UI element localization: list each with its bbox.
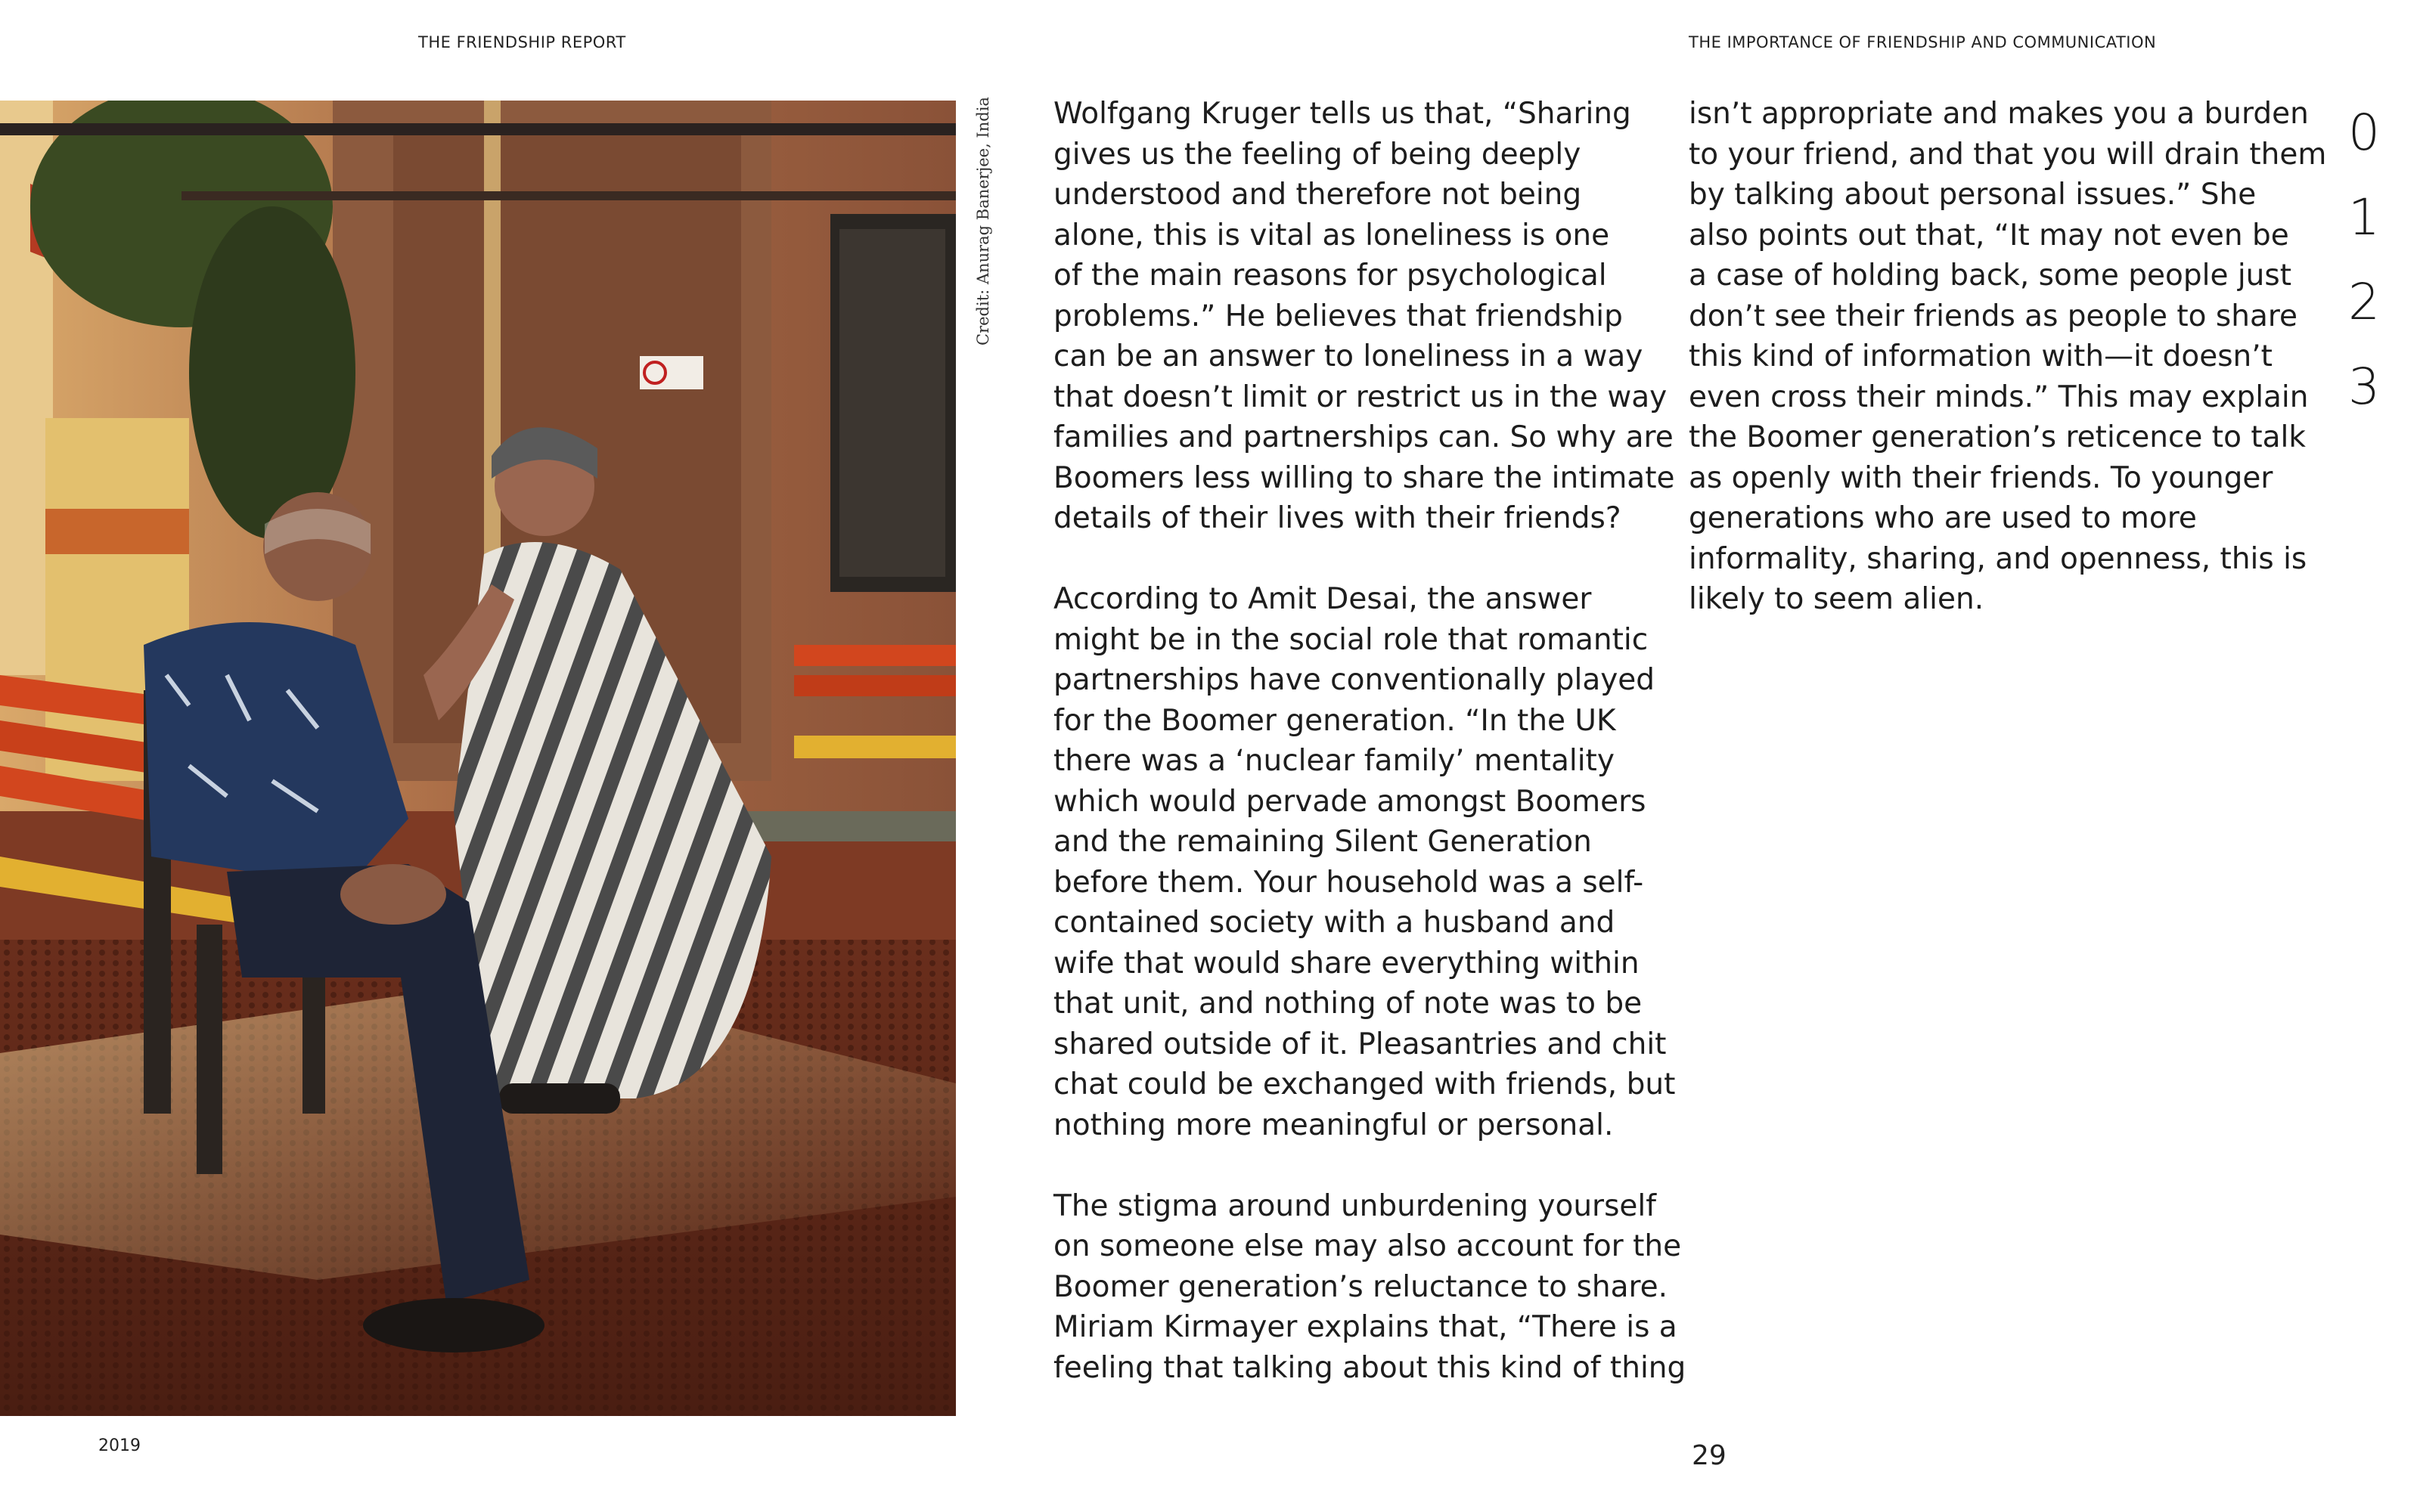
text-line: gives us the feeling of being deeply bbox=[1053, 137, 1581, 172]
text-line: shared outside of it. Pleasantries and chit bbox=[1053, 1027, 1667, 1061]
text-column-2 bbox=[1689, 94, 2327, 660]
side-index-digit: 0 bbox=[2348, 104, 2380, 162]
photo-two-people-on-bench bbox=[0, 101, 956, 1416]
text-line: The stigma around unburdening yourself bbox=[1053, 1188, 1656, 1223]
text-line: generations who are used to more bbox=[1689, 501, 2197, 535]
text-line: According to Amit Desai, the answer bbox=[1053, 582, 1592, 616]
text-line: that unit, and nothing of note was to be bbox=[1053, 987, 1643, 1021]
side-index-numbers bbox=[2341, 91, 2387, 429]
body-paragraph bbox=[1053, 94, 1674, 539]
body-paragraph bbox=[1053, 579, 1674, 1145]
text-line: chat could be exchanged with friends, but bbox=[1053, 1067, 1676, 1101]
text-column-1 bbox=[1053, 94, 1686, 1429]
text-line: Wolfgang Kruger tells us that, “Sharing bbox=[1053, 97, 1631, 131]
page-number: 29 bbox=[1692, 1440, 1727, 1471]
text-line: understood and therefore not being bbox=[1053, 178, 1582, 212]
text-line: and the remaining Silent Generation bbox=[1053, 825, 1592, 859]
footer-year: 2019 bbox=[98, 1436, 141, 1455]
text-line: informality, sharing, and openness, this is bbox=[1689, 541, 2307, 576]
text-line: can be an answer to loneliness in a way bbox=[1053, 339, 1643, 373]
photo-illustration bbox=[0, 101, 956, 1416]
text-line: alone, this is vital as loneliness is one bbox=[1053, 218, 1610, 253]
text-line: wife that would share everything within bbox=[1053, 946, 1640, 981]
text-line: a case of holding back, some people just bbox=[1689, 259, 2292, 293]
text-line: Boomers less willing to share the intimate bbox=[1053, 460, 1675, 495]
text-line: Boomer generation’s reluctance to share. bbox=[1053, 1269, 1668, 1304]
text-line: as openly with their friends. To younger bbox=[1689, 460, 2273, 495]
text-line: there was a ‘nuclear family’ mentality bbox=[1053, 744, 1615, 778]
body-paragraph bbox=[1053, 1186, 1686, 1389]
text-line: also points out that, “It may not even be bbox=[1689, 218, 2289, 253]
text-line: even cross their minds.” This may explain bbox=[1689, 380, 2309, 414]
text-line: contained society with a husband and bbox=[1053, 906, 1615, 940]
text-line: this kind of information with—it doesn’t bbox=[1689, 339, 2273, 373]
text-line: feeling that talking about this kind of thing bbox=[1053, 1350, 1686, 1385]
text-line: might be in the social role that romantic bbox=[1053, 622, 1649, 657]
text-line: for the Boomer generation. “In the UK bbox=[1053, 703, 1616, 738]
text-line: families and partnerships can. So why are bbox=[1053, 420, 1674, 454]
text-line: that doesn’t limit or restrict us in the way bbox=[1053, 380, 1668, 414]
text-line: to your friend, and that you will drain them bbox=[1689, 137, 2327, 172]
side-index-digit: 3 bbox=[2348, 358, 2380, 416]
text-line: problems.” He believes that friendship bbox=[1053, 299, 1623, 333]
text-line: which would pervade amongst Boomers bbox=[1053, 784, 1646, 819]
text-line: likely to seem alien. bbox=[1689, 582, 1984, 616]
text-line: isn’t appropriate and makes you a burden bbox=[1689, 97, 2309, 131]
text-line: details of their lives with their friends? bbox=[1053, 501, 1621, 535]
text-line: on someone else may also account for the bbox=[1053, 1229, 1682, 1263]
text-line: before them. Your household was a self- bbox=[1053, 865, 1644, 900]
text-line: the Boomer generation’s reticence to talk bbox=[1689, 420, 2306, 454]
text-line: don’t see their friends as people to share bbox=[1689, 299, 2298, 333]
body-paragraph bbox=[1689, 94, 2327, 620]
side-index-digit: 2 bbox=[2348, 273, 2380, 331]
text-line: by talking about personal issues.” She bbox=[1689, 178, 2257, 212]
text-line: of the main reasons for psychological bbox=[1053, 259, 1607, 293]
text-line: Miriam Kirmayer explains that, “There is a bbox=[1053, 1310, 1677, 1344]
side-index-digit: 1 bbox=[2348, 188, 2380, 246]
photo-credit bbox=[970, 97, 995, 352]
running-header-left: THE FRIENDSHIP REPORT bbox=[418, 33, 626, 51]
text-line: partnerships have conventionally played bbox=[1053, 663, 1655, 697]
text-line: nothing more meaningful or personal. bbox=[1053, 1108, 1614, 1142]
photo-credit-text: Credit: Anurag Banerjee, India bbox=[974, 97, 992, 345]
running-header-right: THE IMPORTANCE OF FRIENDSHIP AND COMMUNICATION bbox=[1689, 33, 2157, 51]
